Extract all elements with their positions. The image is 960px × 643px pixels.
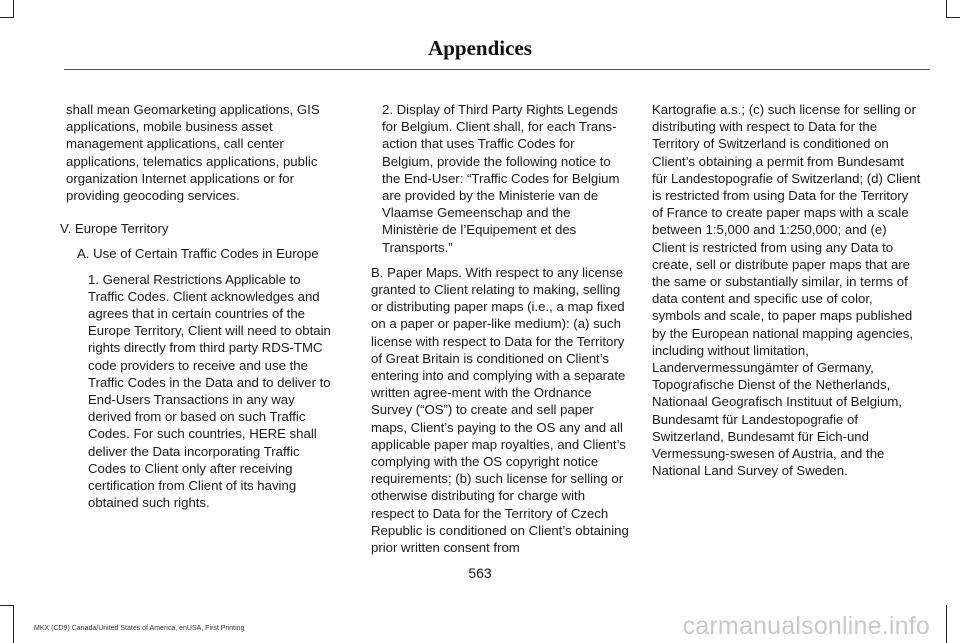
paragraph: B. Paper Maps. With respect to any license granted to Client relating to making, selling or distributing paper maps (i.e., a map fixed on a paper or paper-like medium): (a) such license with respect to Data for the Territory of Great Britain is conditioned on Client’s entering into and complying with a separate written agree-ment with the Ordnance Survey (“OS”) to create and sell paper maps, Client’s paying to the OS any and all applicable paper map royalties, and Client’s complying with the OS copyright notice requirements; (b) such license for selling or otherwise distributing for charge with respect to Data for the Territory of Czech Republic is conditioned on Client’s obtaining prior written consent from xyxy=(371,264,629,556)
paragraph: shall mean Geomarketing applications, GIS applications, mobile business asset management applications, call center applications, telematics applications, public organization Internet applications or for providing geocoding services. xyxy=(66,102,320,204)
paragraph: 1. General Restrictions Applicable to Traffic Codes. Client acknowledges and agrees that in certain countries of the Europe Territory, Client will need to obtain rights directly from third party RDS-TMC code providers to receive and use the Traffic Codes in the Data and to deliver to End-Users Transactions in any way derived from or based on such Traffic Codes. For such countries, HERE shall deliver the Data incorporating Traffic Codes to Client only after receiving certification from Client of its having obtained such rights. xyxy=(88,271,331,511)
crop-mark-bottom-left-v xyxy=(13,605,14,643)
text-column-1 xyxy=(60,101,336,511)
header-divider xyxy=(64,69,930,70)
crop-mark-top-left-h xyxy=(0,17,14,18)
page-title: Appendices xyxy=(428,36,532,60)
crop-mark-bottom-right-v xyxy=(946,605,947,643)
crop-mark-top-left-v xyxy=(13,0,14,18)
text-column-3 xyxy=(652,101,922,479)
text-column-2 xyxy=(371,101,629,556)
watermark: carmanualsonline.info xyxy=(682,612,930,640)
crop-mark-top-right-h xyxy=(946,17,960,18)
paragraph: 2. Display of Third Party Rights Legends for Belgium. Client shall, for each Trans-action that uses Traffic Codes for Belgium, provide the following notice to the End-User: “Traffic Codes for Belgium are provided by the Ministerie van de Vlaamse Gemeenschap and the Ministèrie de l’Equipement et des Transports.” xyxy=(382,102,620,255)
printing-note: MKX (CD9) Canada/United States of America, enUSA, First Printing xyxy=(34,625,245,632)
section-heading: V. Europe Territory xyxy=(60,221,169,237)
crop-mark-top-right-v xyxy=(946,0,947,18)
paragraph: Kartografie a.s.; (c) such license for selling or distributing with respect to Data for the Territory of Switzerland is conditioned on Client’s obtaining a permit from Bundesamt für Landestopografie of Switzerland; (d) Client is restricted from using Data for the Territory of France to create paper maps with a scale between 1:5,000 and 1:250,000; and (e) Client is restricted from using any Data to create, sell or distribute paper maps that are the same or substantially similar, in terms of data content and specific use of color, symbols and scale, to paper maps published by the European national mapping agencies, including without limitation, Landervermessungämter of Germany, Topografische Dienst of the Netherlands, Nationaal Geografisch Instituut of Belgium, Bundesamt für Landestopografie of Switzerland, Bundesamt für Eich-und Vermessung-swesen of Austria, and the National Land Survey of Sweden. xyxy=(652,102,921,479)
page-number: 563 xyxy=(468,565,492,581)
crop-mark-bottom-left-h xyxy=(0,605,14,606)
subsection-heading: A. Use of Certain Traffic Codes in Europe xyxy=(77,246,319,262)
